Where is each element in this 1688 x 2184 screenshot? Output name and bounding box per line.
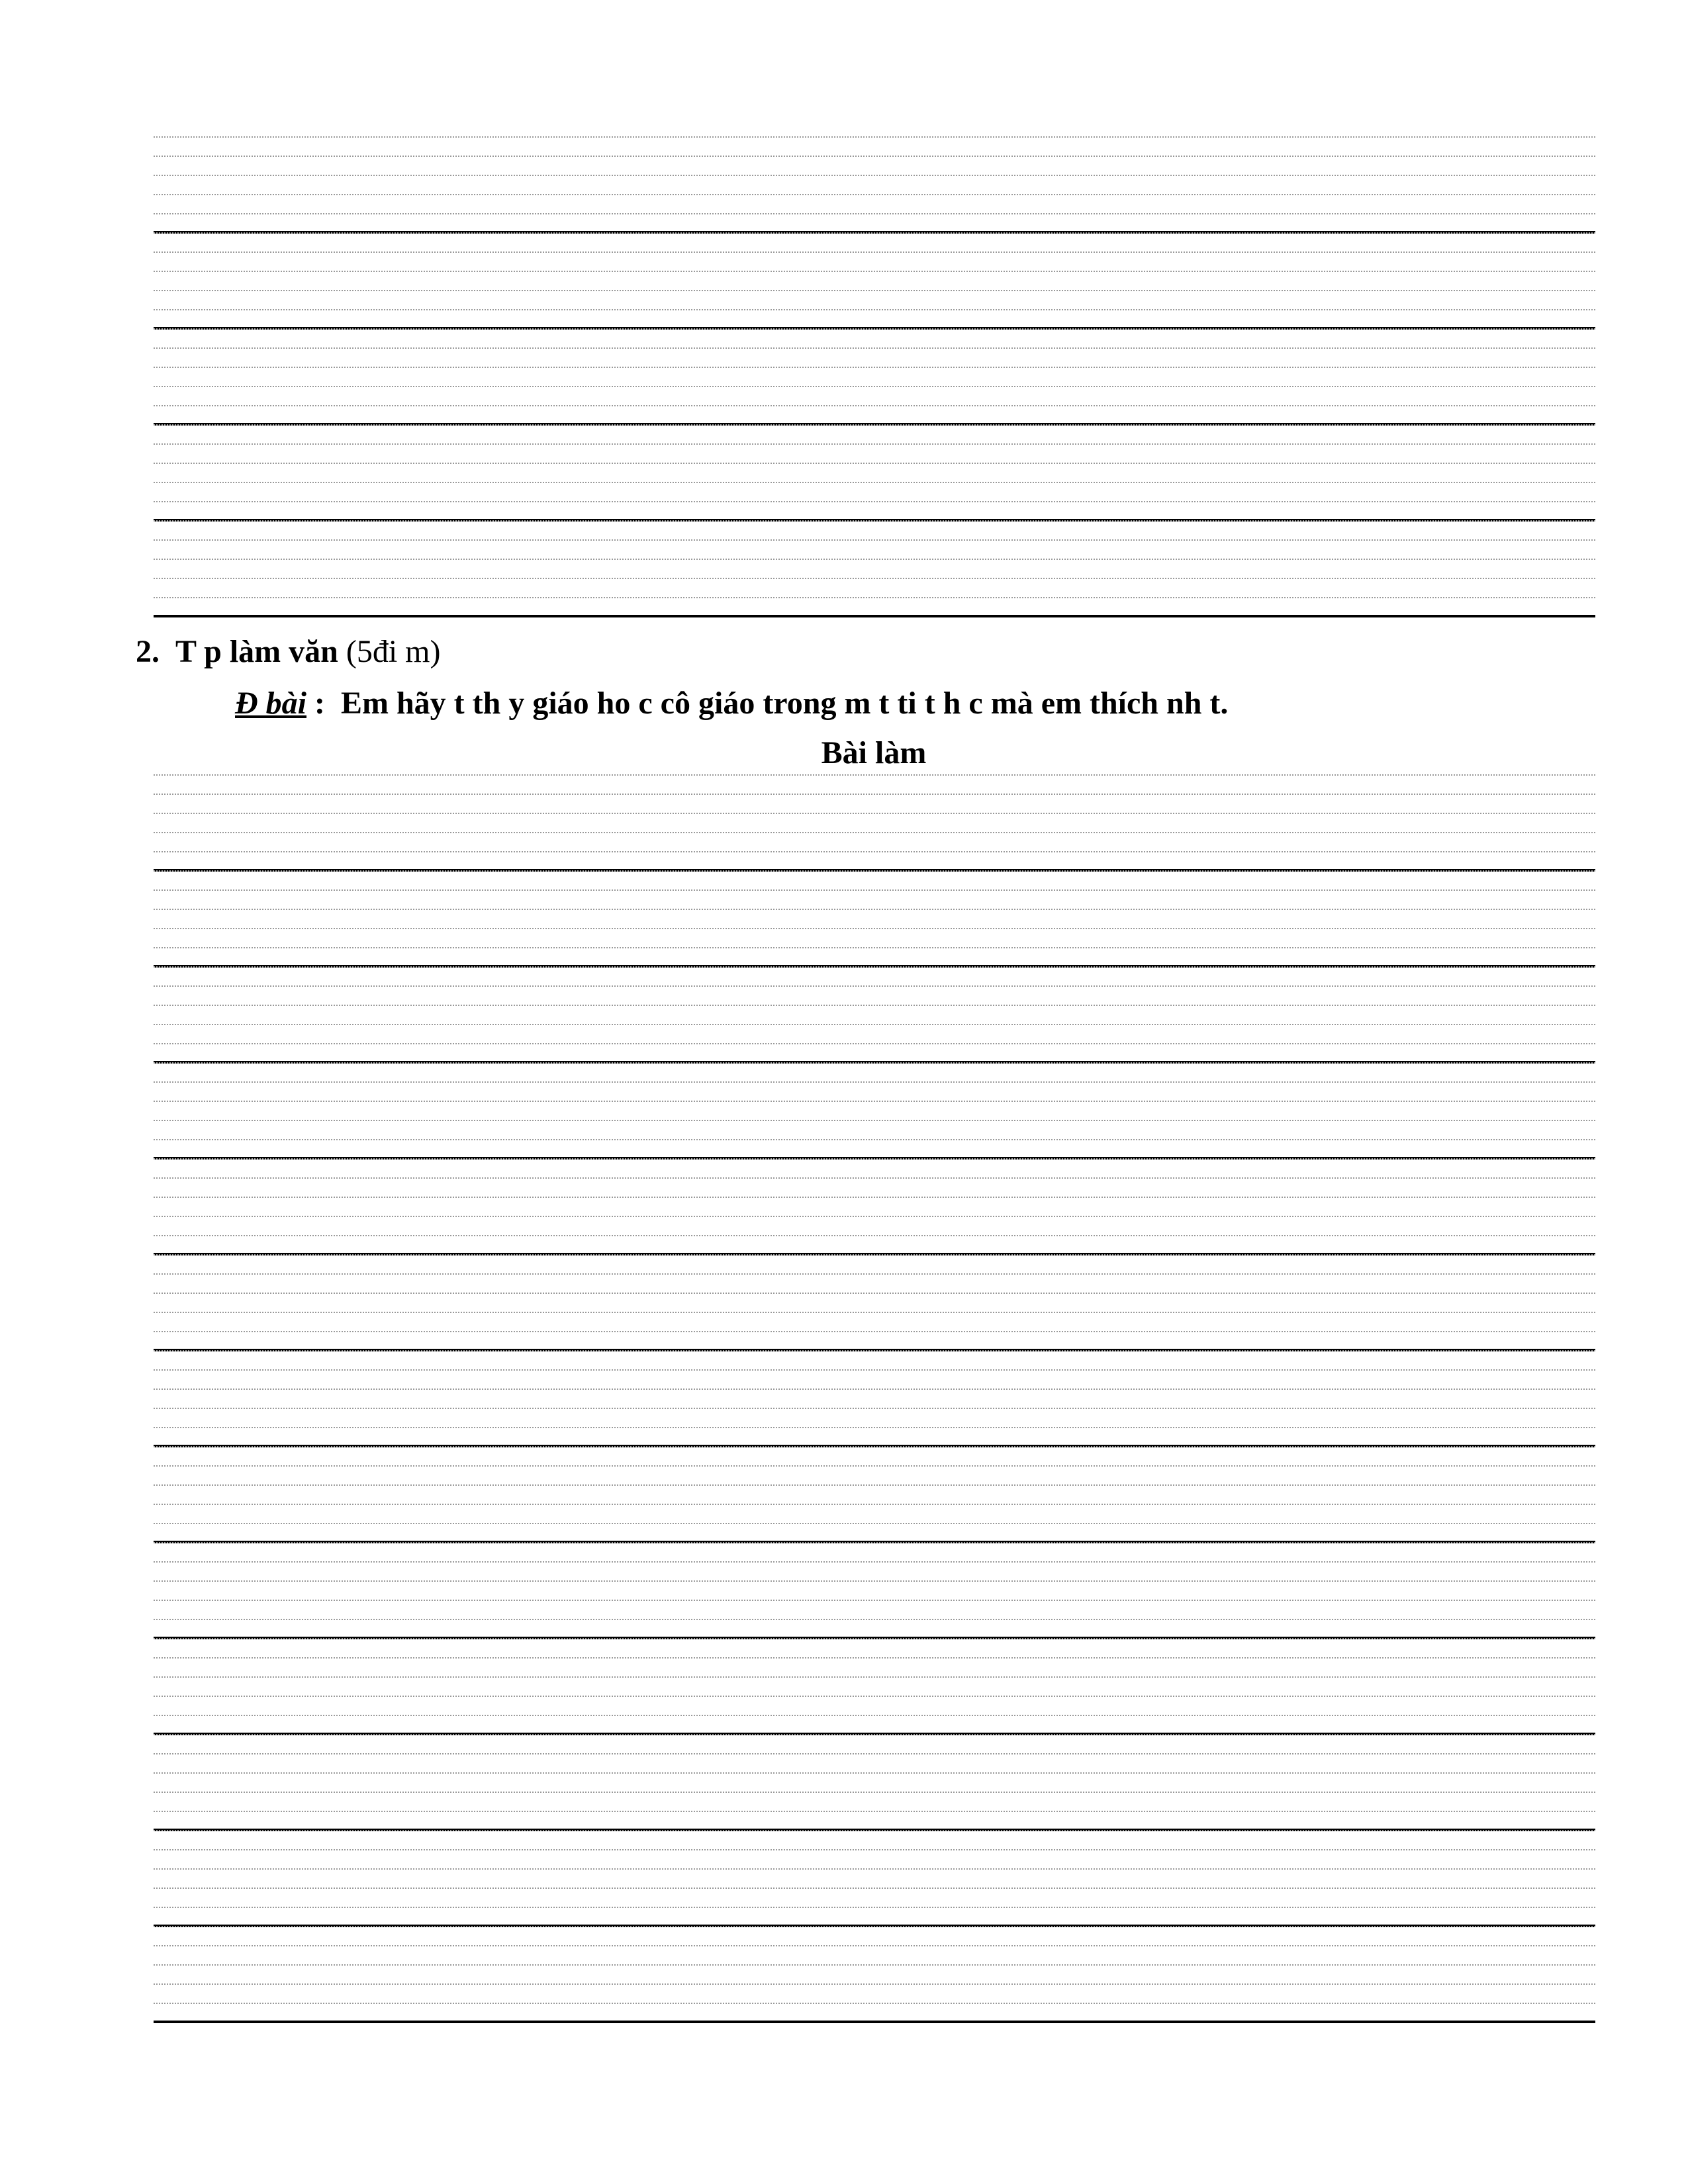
prompt-text: Em hãy t th y giáo ho c cô giáo trong m t ti t h c mà em thích nh t. [340, 686, 1229, 721]
dotted-guide-line [154, 1484, 1595, 1486]
dotted-guide-line [154, 832, 1595, 833]
dotted-guide-line [154, 1101, 1595, 1102]
dotted-guide-line [154, 870, 1595, 872]
writing-baseline [154, 615, 1595, 617]
dotted-guide-line [154, 482, 1595, 483]
dotted-guide-line [154, 1005, 1595, 1006]
dotted-guide-line [154, 1388, 1595, 1390]
dotted-guide-line [154, 156, 1595, 157]
dotted-guide-line [154, 405, 1595, 406]
dotted-guide-line [154, 985, 1595, 987]
dotted-guide-line [154, 1312, 1595, 1313]
dotted-guide-line [154, 947, 1595, 948]
dotted-guide-line [154, 1945, 1595, 1946]
dotted-guide-line [154, 539, 1595, 541]
dotted-guide-line [154, 271, 1595, 272]
dotted-guide-line [154, 1753, 1595, 1754]
section-points: (5đi m) [346, 634, 441, 669]
dotted-guide-line [154, 309, 1595, 310]
dotted-guide-line [154, 136, 1595, 138]
dotted-guide-line [154, 1983, 1595, 1985]
dotted-guide-line [154, 1964, 1595, 1966]
dotted-guide-line [154, 1254, 1595, 1255]
answer-heading: Bài làm [821, 735, 927, 770]
dotted-guide-line [154, 1676, 1595, 1678]
dotted-guide-line [154, 1868, 1595, 1870]
dotted-guide-line [154, 1446, 1595, 1447]
dotted-guide-line [154, 559, 1595, 560]
dotted-guide-line [154, 1465, 1595, 1467]
dotted-guide-line [154, 1600, 1595, 1601]
dotted-guide-line [154, 1024, 1595, 1025]
section-title: T p làm văn [175, 634, 338, 669]
dotted-guide-line [154, 1081, 1595, 1083]
dotted-guide-line [154, 501, 1595, 502]
dotted-guide-line [154, 347, 1595, 349]
dotted-guide-line [154, 928, 1595, 929]
dotted-guide-line [154, 1638, 1595, 1639]
dotted-guide-line [154, 1523, 1595, 1524]
dotted-guide-line [154, 1273, 1595, 1275]
dotted-guide-line [154, 1657, 1595, 1659]
dotted-guide-line [154, 1849, 1595, 1850]
dotted-guide-line [154, 386, 1595, 387]
prompt-separator: : [314, 686, 325, 721]
dotted-guide-line [154, 175, 1595, 176]
dotted-guide-line [154, 2003, 1595, 2004]
dotted-guide-line [154, 443, 1595, 445]
dotted-guide-line [154, 1177, 1595, 1179]
dotted-guide-line [154, 1043, 1595, 1044]
dotted-guide-line [154, 966, 1595, 968]
dotted-guide-line [154, 597, 1595, 598]
dotted-guide-line [154, 290, 1595, 291]
dotted-guide-line [154, 1830, 1595, 1831]
dotted-guide-line [154, 1158, 1595, 1160]
prompt-label: Đ bài [235, 686, 306, 721]
writing-lines-answer[interactable] [154, 774, 1595, 2045]
dotted-guide-line [154, 774, 1595, 776]
dotted-guide-line [154, 213, 1595, 214]
dotted-guide-line [154, 1331, 1595, 1332]
dotted-guide-line [154, 1408, 1595, 1409]
dotted-guide-line [154, 232, 1595, 234]
dotted-guide-line [154, 1293, 1595, 1294]
dotted-guide-line [154, 1734, 1595, 1735]
dotted-guide-line [154, 194, 1595, 195]
dotted-guide-line [154, 1216, 1595, 1217]
dotted-guide-line [154, 1561, 1595, 1563]
dotted-guide-line [154, 851, 1595, 852]
dotted-guide-line [154, 1120, 1595, 1121]
dotted-guide-line [154, 794, 1595, 795]
dotted-guide-line [154, 251, 1595, 253]
section-heading [136, 632, 441, 672]
dotted-guide-line [154, 1427, 1595, 1428]
dotted-guide-line [154, 1235, 1595, 1236]
dotted-guide-line [154, 1696, 1595, 1697]
writing-lines-top [154, 126, 1595, 602]
dotted-guide-line [154, 424, 1595, 426]
dotted-guide-line [154, 1580, 1595, 1582]
writing-baseline [154, 2021, 1595, 2023]
dotted-guide-line [154, 1197, 1595, 1198]
dotted-guide-line [154, 1811, 1595, 1812]
dotted-guide-line [154, 520, 1595, 522]
dotted-guide-line [154, 463, 1595, 464]
essay-prompt [235, 684, 1228, 723]
dotted-guide-line [154, 1772, 1595, 1774]
dotted-guide-line [154, 889, 1595, 891]
dotted-guide-line [154, 813, 1595, 814]
dotted-guide-line [154, 1350, 1595, 1351]
dotted-guide-line [154, 578, 1595, 579]
dotted-guide-line [154, 1139, 1595, 1140]
dotted-guide-line [154, 367, 1595, 368]
dotted-guide-line [154, 1542, 1595, 1543]
dotted-guide-line [154, 1062, 1595, 1064]
dotted-guide-line [154, 1907, 1595, 1908]
dotted-guide-line [154, 909, 1595, 910]
dotted-guide-line [154, 1369, 1595, 1371]
dotted-guide-line [154, 1888, 1595, 1889]
dotted-guide-line [154, 1715, 1595, 1716]
dotted-guide-line [154, 1619, 1595, 1620]
dotted-guide-line [154, 328, 1595, 330]
dotted-guide-line [154, 1504, 1595, 1505]
section-number: 2. [136, 634, 160, 669]
dotted-guide-line [154, 1926, 1595, 1927]
dotted-guide-line [154, 1792, 1595, 1793]
